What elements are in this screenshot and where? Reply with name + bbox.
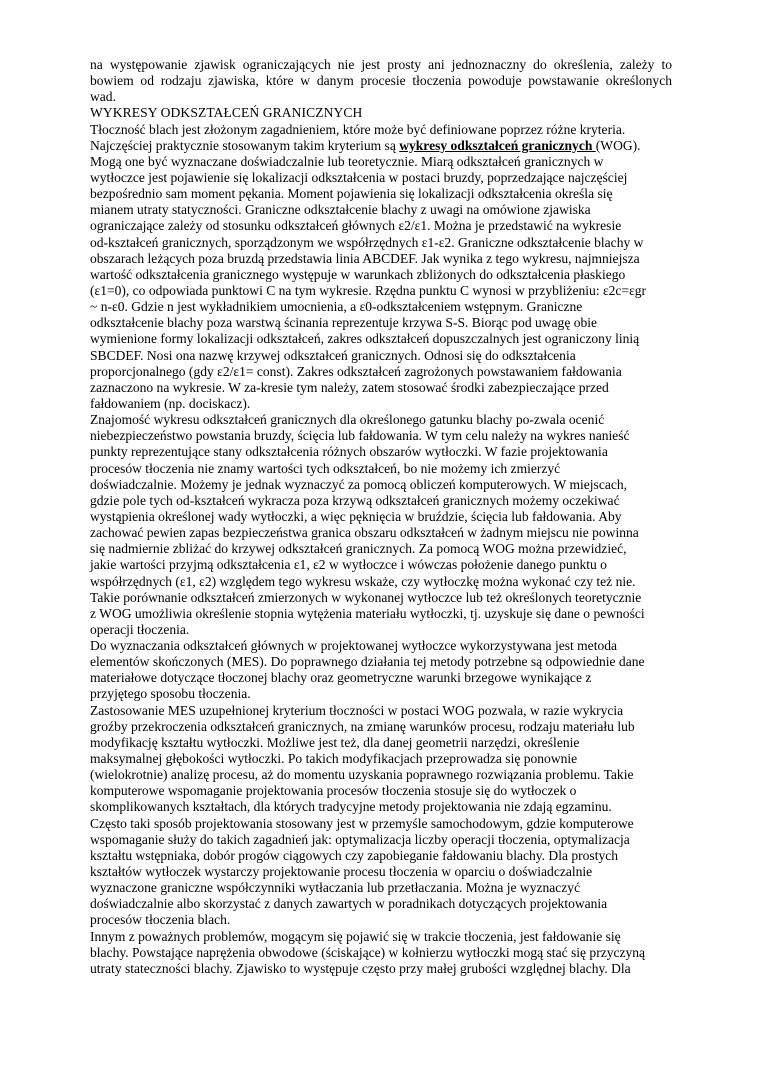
text-line-content: bezpośrednio sam moment pękania. Moment pojawienia się lokalizacji odkształcenia określa się: [90, 186, 613, 202]
text-line-content: gdzie pole tych od-kształceń wykracza poza krzywą odkształceń granicznych możemy oczekiwać: [90, 492, 620, 508]
text-line-content: wystąpienia określonej wady wytłoczki, a więc pęknięcia w bruździe, ścięcia lub fałdowania. Aby: [90, 508, 622, 524]
text-line-content: Do wyznaczania odkształceń głównych w projektowanej wytłoczce wykorzystywana jest metoda: [90, 638, 618, 654]
text-line: [90, 767, 672, 783]
text-line-content: wymienione formy lokalizacji odkształceń, zakres odkształceń dopuszczalnych jest ograniczony linią: [90, 331, 640, 347]
text-line-content: ograniczające zależy od stosunku odkształceń głównych ε2/ε1. Można je przedstawić na wykresie: [90, 218, 622, 234]
text-line-content: proporcjonalnego (gdy ε2/ε1= const). Zakres odkształceń zagrożonych powstawaniem fałdowania: [90, 363, 622, 379]
text-line-content: Mogą one być wyznaczane doświadczalnie lub teoretycznie. Miarą odkształceń granicznych w: [90, 153, 604, 169]
text-line-content: zaznaczono na wykresie. W za-kresie tym należy, zatem stosować środki zabezpieczające przed: [90, 379, 609, 395]
text-line: [90, 654, 672, 670]
text-line-content: zachować pewien zapas bezpieczeństwa granica obszaru odkształceń w żadnym miejscu nie powinna: [90, 525, 639, 541]
text-line: [90, 218, 672, 234]
text-line-content: materiałowe dotyczące tłoczonej blachy oraz geometryczne warunki brzegowe wynikające z: [90, 670, 592, 686]
text-line-content: maksymalnej głębokości wytłoczki. Po takich modyfikacjach przeprowadza się ponownie: [90, 751, 578, 767]
text-line: [90, 703, 672, 719]
text-line-content: wyznaczone graniczne współczynniki wytłaczania lub przetłaczania. Można je wyznaczyć: [90, 880, 581, 896]
text-line-content: Tłoczność blach jest złożonym zagadnieniem, które może być definiowane poprzez różne kryteria.: [90, 121, 626, 137]
text-line: [90, 912, 672, 928]
text-line-content: Zastosowanie MES uzupełnionej kryterium tłoczności w postaci WOG pozwala, w razie wykrycia: [90, 702, 624, 718]
text-line: [90, 73, 672, 89]
text-line-content: się nadmiernie zbliżać do krzywej odkształceń granicznych. Za pomocą WOG można przewidzieć,: [90, 541, 627, 557]
text-line-content: SBCDEF. Nosi ona nazwę krzywej odkształceń granicznych. Odnosi się do odkształcenia: [90, 347, 576, 363]
text-line-content: z WOG umożliwia określenie stopnia wytężenia materiału wytłoczki, tj. uzyskuje się dane o pewności: [90, 605, 645, 621]
text-line: [90, 170, 672, 186]
text-line: [90, 525, 672, 541]
text-line: [90, 138, 672, 154]
text-line-content: bowiem od rodzaju zjawiska, które w danym procesie tłoczenia powoduje powstawanie określonych: [90, 73, 672, 89]
text-line-content: Takie porównanie odkształceń zmierzonych w wykonanej wytłoczce lub też określonych teoretycznie: [90, 589, 642, 605]
text-line: [90, 622, 672, 638]
text-line-content: elementów skończonych (MES). Do poprawnego działania tej metody potrzebne są odpowiednie dane: [90, 654, 645, 670]
text-line-content: od-kształceń granicznych, sporządzonym we współrzędnych ε1-ε2. Graniczne odkształcenie blachy w: [90, 234, 644, 250]
text-line-content: komputerowe wspomaganie projektowania procesów tłoczenia stosuje się do wytłoczek o: [90, 783, 577, 799]
text-line: [90, 283, 672, 299]
text-line-content: procesów tłoczenia nie znamy wartości tych odkształceń, bo nie możemy ich zmierzyć: [90, 460, 561, 476]
text-line: [90, 57, 672, 73]
text-line: [90, 799, 672, 815]
text-line-content: punkty reprezentujące stany odkształcenia różnych obszarów wytłoczki. W fazie projektowania: [90, 444, 608, 460]
text-line-content: odkształcenie blachy poza warstwą ścinania reprezentuje krzywa S-S. Biorąc pod uwagę obie: [90, 315, 598, 331]
text-line-content: (ε1=0), co odpowiada punktowi C na tym wykresie. Rzędna punktu C wynosi w przybliżeniu: ε2c=εgr: [90, 282, 647, 298]
text-line-content: mianem utraty statyczności. Graniczne odkształcenie blachy z uwagi na omówione zjawiska: [90, 202, 591, 218]
text-line: [90, 541, 672, 557]
text-line: [90, 864, 672, 880]
text-line-content: skomplikowanych kształtach, dla których tradycyjne metody projektowania nie zdają egzaminu.: [90, 799, 612, 815]
section-heading: [90, 105, 672, 121]
text-line: [90, 896, 672, 912]
text-line: [90, 832, 672, 848]
text-line-content: procesów tłoczenia blach.: [90, 912, 231, 928]
text-line: [90, 574, 672, 590]
text-line-content: na występowanie zjawisk ograniczających nie jest prosty ani jednoznaczny do określenia, zależy to: [90, 57, 672, 72]
text-line-content: doświadczalnie. Możemy je jednak wyznaczyć za pomocą obliczeń komputerowych. W miejscach,: [90, 476, 628, 492]
text-line-content: kształtu wstępniaka, dobór progów ciągowych czy zapobieganie fałdowaniu blachy. Dla prostych: [90, 847, 619, 863]
text-line-content: fałdowaniem (np. dociskacz).: [90, 395, 251, 411]
text-line: [90, 461, 672, 477]
text-line: [90, 961, 672, 977]
text-line: [90, 848, 672, 864]
text-line-suffix: (WOG).: [595, 137, 641, 153]
text-line: [90, 251, 672, 267]
text-line-content: wytłoczce jest pojawienie się lokalizacji odkształcenia w postaci bruzdy, poprzedzające najczęściej: [90, 169, 628, 185]
text-line-content: wad.: [90, 89, 116, 105]
text-line: [90, 444, 672, 460]
text-line: [90, 412, 672, 428]
text-line-content: wspomaganie służy do takich zagadnień jak: optymalizacja liczby operacji tłoczenia, optymalizacja: [90, 831, 630, 847]
text-line: [90, 428, 672, 444]
text-line-content: niebezpieczeństwo powstania bruzdy, ścięcia lub fałdowania. W tym celu należy na wykres nanieść: [90, 428, 630, 444]
text-line: [90, 606, 672, 622]
text-line-content: Często taki sposób projektowania stosowany jest w przemyśle samochodowym, gdzie komputerowe: [90, 815, 634, 831]
text-line: [90, 880, 672, 896]
text-line: [90, 235, 672, 251]
text-line-content: utraty stateczności blachy. Zjawisko to występuje często przy małej grubości względnej blachy. Dla: [90, 960, 631, 976]
text-line-content: Najczęściej praktycznie stosowanym takim kryterium są: [90, 137, 400, 153]
document-page: [90, 57, 672, 977]
text-line-content: Znajomość wykresu odkształceń granicznych dla określonego gatunku blachy po-zwala ocenić: [90, 412, 605, 428]
text-line-content: obszarach leżących poza bruzdą przedstawia linia ABCDEF. Jak wynika z tego wykresu, najmniejsza: [90, 250, 640, 266]
text-line-content: blachy. Powstające naprężenia obwodowe (ściskające) w kołnierzu wytłoczki mogą stać się przyczyną: [90, 944, 646, 960]
text-line: [90, 929, 672, 945]
text-line: [90, 122, 672, 138]
text-line-content: modyfikację kształtu wytłoczki. Możliwe jest też, dla danej geometrii narzędzi, określenie: [90, 734, 580, 750]
text-line: [90, 751, 672, 767]
text-line: [90, 186, 672, 202]
text-line-content: przyjętego sposobu tłoczenia.: [90, 686, 251, 702]
text-line: [90, 638, 672, 654]
emphasized-term: wykresy odkształceń granicznych: [399, 137, 596, 153]
text-line: [90, 477, 672, 493]
text-line: [90, 331, 672, 347]
text-line: [90, 267, 672, 283]
text-line-content: (wielokrotnie) analizę procesu, aż do momentu uzyskania poprawnego rozwiązania problemu. Takie: [90, 767, 634, 783]
text-line: [90, 719, 672, 735]
text-line: [90, 590, 672, 606]
text-line: [90, 364, 672, 380]
text-line-content: wartość odkształcenia granicznego występuje w warunkach zbliżonych do odkształcenia płaskiego: [90, 266, 626, 282]
text-line-content: operacji tłoczenia.: [90, 621, 190, 637]
text-line-content: współrzędnych (ε1, ε2) względem tego wykresu wskaże, czy wytłoczkę można wykonać czy też nie.: [90, 573, 636, 589]
text-line: [90, 89, 672, 105]
text-line: [90, 816, 672, 832]
text-line: [90, 783, 672, 799]
text-line: [90, 315, 672, 331]
text-line: [90, 348, 672, 364]
text-line: [90, 557, 672, 573]
text-line: [90, 202, 672, 218]
text-line: [90, 945, 672, 961]
text-line-content: groźby przekroczenia odkształceń granicznych, na zmianę warunków procesu, rodzaju materiału lub: [90, 718, 635, 734]
text-line-content: Innym z poważnych problemów, mogącym się pojawić się w trakcie tłoczenia, jest fałdowanie się: [90, 928, 621, 944]
text-line: [90, 299, 672, 315]
text-line: [90, 509, 672, 525]
text-line: [90, 396, 672, 412]
text-line-content: WYKRESY ODKSZTAŁCEŃ GRANICZNYCH: [90, 105, 363, 121]
text-line: [90, 670, 672, 686]
text-line-content: doświadczalnie albo skorzystać z danych zawartych w poradnikach dotyczących projektowania: [90, 896, 608, 912]
text-line-content: jakie wartości przyjmą odkształcenia ε1, ε2 w wytłoczce i wówczas położenie danego punktu o: [90, 557, 607, 573]
text-line: [90, 380, 672, 396]
text-line: [90, 154, 672, 170]
text-line: [90, 686, 672, 702]
text-line: [90, 493, 672, 509]
text-line: [90, 735, 672, 751]
text-line-content: kształtów wytłoczek wystarczy projektowanie procesu tłoczenia w oparciu o doświadczalnie: [90, 864, 593, 880]
text-line-content: ~ n-ε0. Gdzie n jest wykładnikiem umocnienia, a ε0-odkształceniem wstępnym. Graniczne: [90, 299, 583, 315]
